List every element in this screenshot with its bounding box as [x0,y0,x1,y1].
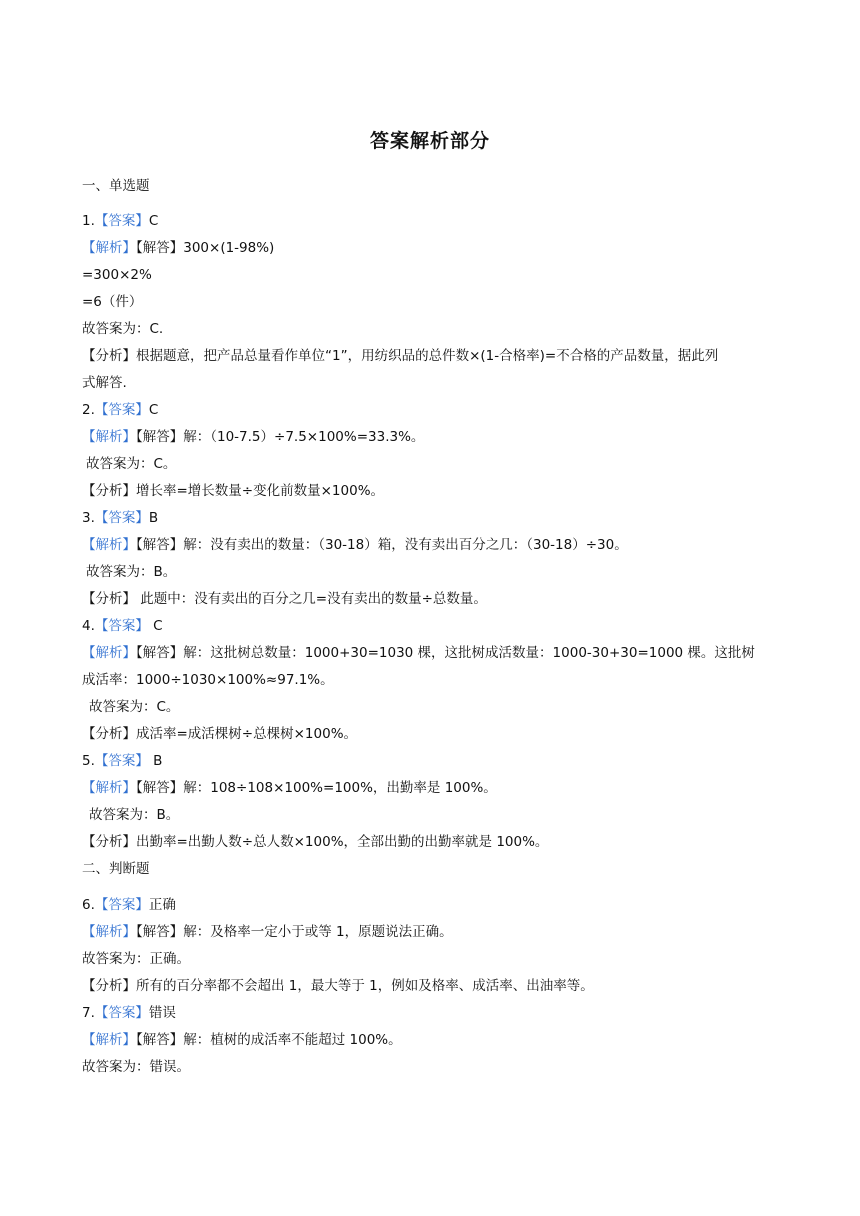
explain-tag: 【解析】 [82,537,136,553]
q2-explain-line [82,427,424,447]
explain-tag: 【解析】 [82,924,136,940]
q7-conclusion: 故答案为：错误。 [82,1059,190,1075]
q1-explain-line [82,238,274,258]
q6-conclusion: 故答案为：正确。 [82,951,190,967]
solve-tag: 【解答】 [136,1032,184,1048]
q1-analysis-text-1: 根据题意，把产品总量看作单位“1”，用纺织品的总件数×(1-合格率)=不合格的产品数量，据此列 [136,348,719,364]
q3-number: 3. [82,510,95,526]
q2-answer-line [82,400,158,420]
q6-answer-line [82,895,176,915]
analysis-tag: 【分析】 [82,726,136,742]
q1-conclusion: 故答案为：C. [82,321,164,337]
q4-analysis-text: 成活率=成活棵树÷总棵树×100%。 [136,726,358,742]
analysis-tag: 【分析】 [82,978,136,994]
q6-number: 6. [82,897,95,913]
page-title: 答案解析部分 [369,130,490,152]
analysis-tag: 【分析】 [82,834,136,850]
solve-tag: 【解答】 [136,429,184,445]
q7-explain-line [82,1030,402,1050]
q7-solution-line-1: 解：植树的成活率不能超过 100%。 [183,1032,402,1048]
solve-tag: 【解答】 [136,780,184,796]
q6-answer: 正确 [148,897,176,913]
q4-solution-line-2: 成活率：1000÷1030×100%≈97.1%。 [82,672,334,688]
q4-answer-line [82,616,163,636]
q5-solution-line-1: 解：108÷108×100%=100%，出勤率是 100%。 [183,780,497,796]
explain-tag: 【解析】 [82,645,136,661]
q6-solution-line-1: 解：及格率一定小于或等 1，原题说法正确。 [183,924,453,940]
q3-answer: B [148,510,159,526]
q5-conclusion: 故答案为：B。 [89,807,180,823]
q7-answer: 错误 [148,1005,176,1021]
q7-answer-line [82,1003,176,1023]
solve-tag: 【解答】 [136,537,184,553]
q2-answer: C [148,402,159,418]
explain-tag: 【解析】 [82,240,136,256]
q4-solution-line-1: 解：这批树总数量：1000+30=1030 棵，这批树成活数量：1000-30+30=1000 棵。这批树 [183,645,755,661]
explain-tag: 【解析】 [82,429,136,445]
q1-answer: C [148,213,159,229]
section-heading-single-choice: 一、单选题 [82,178,150,194]
q5-analysis-text: 出勤率=出勤人数÷总人数×100%，全部出勤的出勤率就是 100%。 [136,834,549,850]
q2-analysis-text: 增长率=增长数量÷变化前数量×100%。 [136,483,385,499]
q5-analysis-line [82,832,548,852]
q3-conclusion: 故答案为：B。 [86,564,177,580]
analysis-tag: 【分析】 [82,483,136,499]
q2-number: 2. [82,402,95,418]
analysis-tag: 【分析】 [82,348,136,364]
q1-analysis-text-2: 式解答. [82,375,127,391]
answer-tag: 【答案】 [94,213,149,229]
q1-solution-line-1: 300×(1-98%) [183,240,275,256]
q6-explain-line [82,922,453,942]
q4-explain-line [82,643,755,663]
answer-tag: 【答案】 [94,618,149,634]
answer-tag: 【答案】 [94,1005,149,1021]
q5-answer: B [148,753,163,769]
q4-answer: C [148,618,163,634]
q1-analysis-line [82,346,718,366]
q3-answer-line [82,508,158,528]
solve-tag: 【解答】 [136,645,184,661]
q3-solution-line-1: 解：没有卖出的数量：（30-18）箱，没有卖出百分之几：（30-18）÷30。 [183,537,628,553]
q3-analysis-line [82,589,487,609]
q2-analysis-line [82,481,384,501]
q5-number: 5. [82,753,95,769]
answer-tag: 【答案】 [94,402,149,418]
solve-tag: 【解答】 [136,240,184,256]
q5-explain-line [82,778,497,798]
analysis-tag: 【分析】 [82,591,136,607]
solve-tag: 【解答】 [136,924,184,940]
section-heading-true-false: 二、判断题 [82,861,150,877]
explain-tag: 【解析】 [82,780,136,796]
q2-conclusion: 故答案为：C。 [86,456,177,472]
q3-analysis-text: 此题中：没有卖出的百分之几=没有卖出的数量÷总数量。 [136,591,487,607]
q4-analysis-line [82,724,357,744]
q6-analysis-line [82,976,594,996]
answer-tag: 【答案】 [94,510,149,526]
q5-answer-line [82,751,162,771]
q4-number: 4. [82,618,95,634]
q1-solution-line-3: =6（件） [82,294,143,310]
q1-number: 1. [82,213,95,229]
q7-number: 7. [82,1005,95,1021]
q2-solution-line-1: 解：（10-7.5）÷7.5×100%=33.3%。 [183,429,425,445]
answer-tag: 【答案】 [94,753,149,769]
q1-solution-line-2: =300×2% [82,267,152,283]
q4-conclusion: 故答案为：C。 [89,699,180,715]
answer-tag: 【答案】 [94,897,149,913]
q1-answer-line [82,211,158,231]
q3-explain-line [82,535,628,555]
q6-analysis-text: 所有的百分率都不会超出 1，最大等于 1，例如及格率、成活率、出油率等。 [136,978,594,994]
explain-tag: 【解析】 [82,1032,136,1048]
